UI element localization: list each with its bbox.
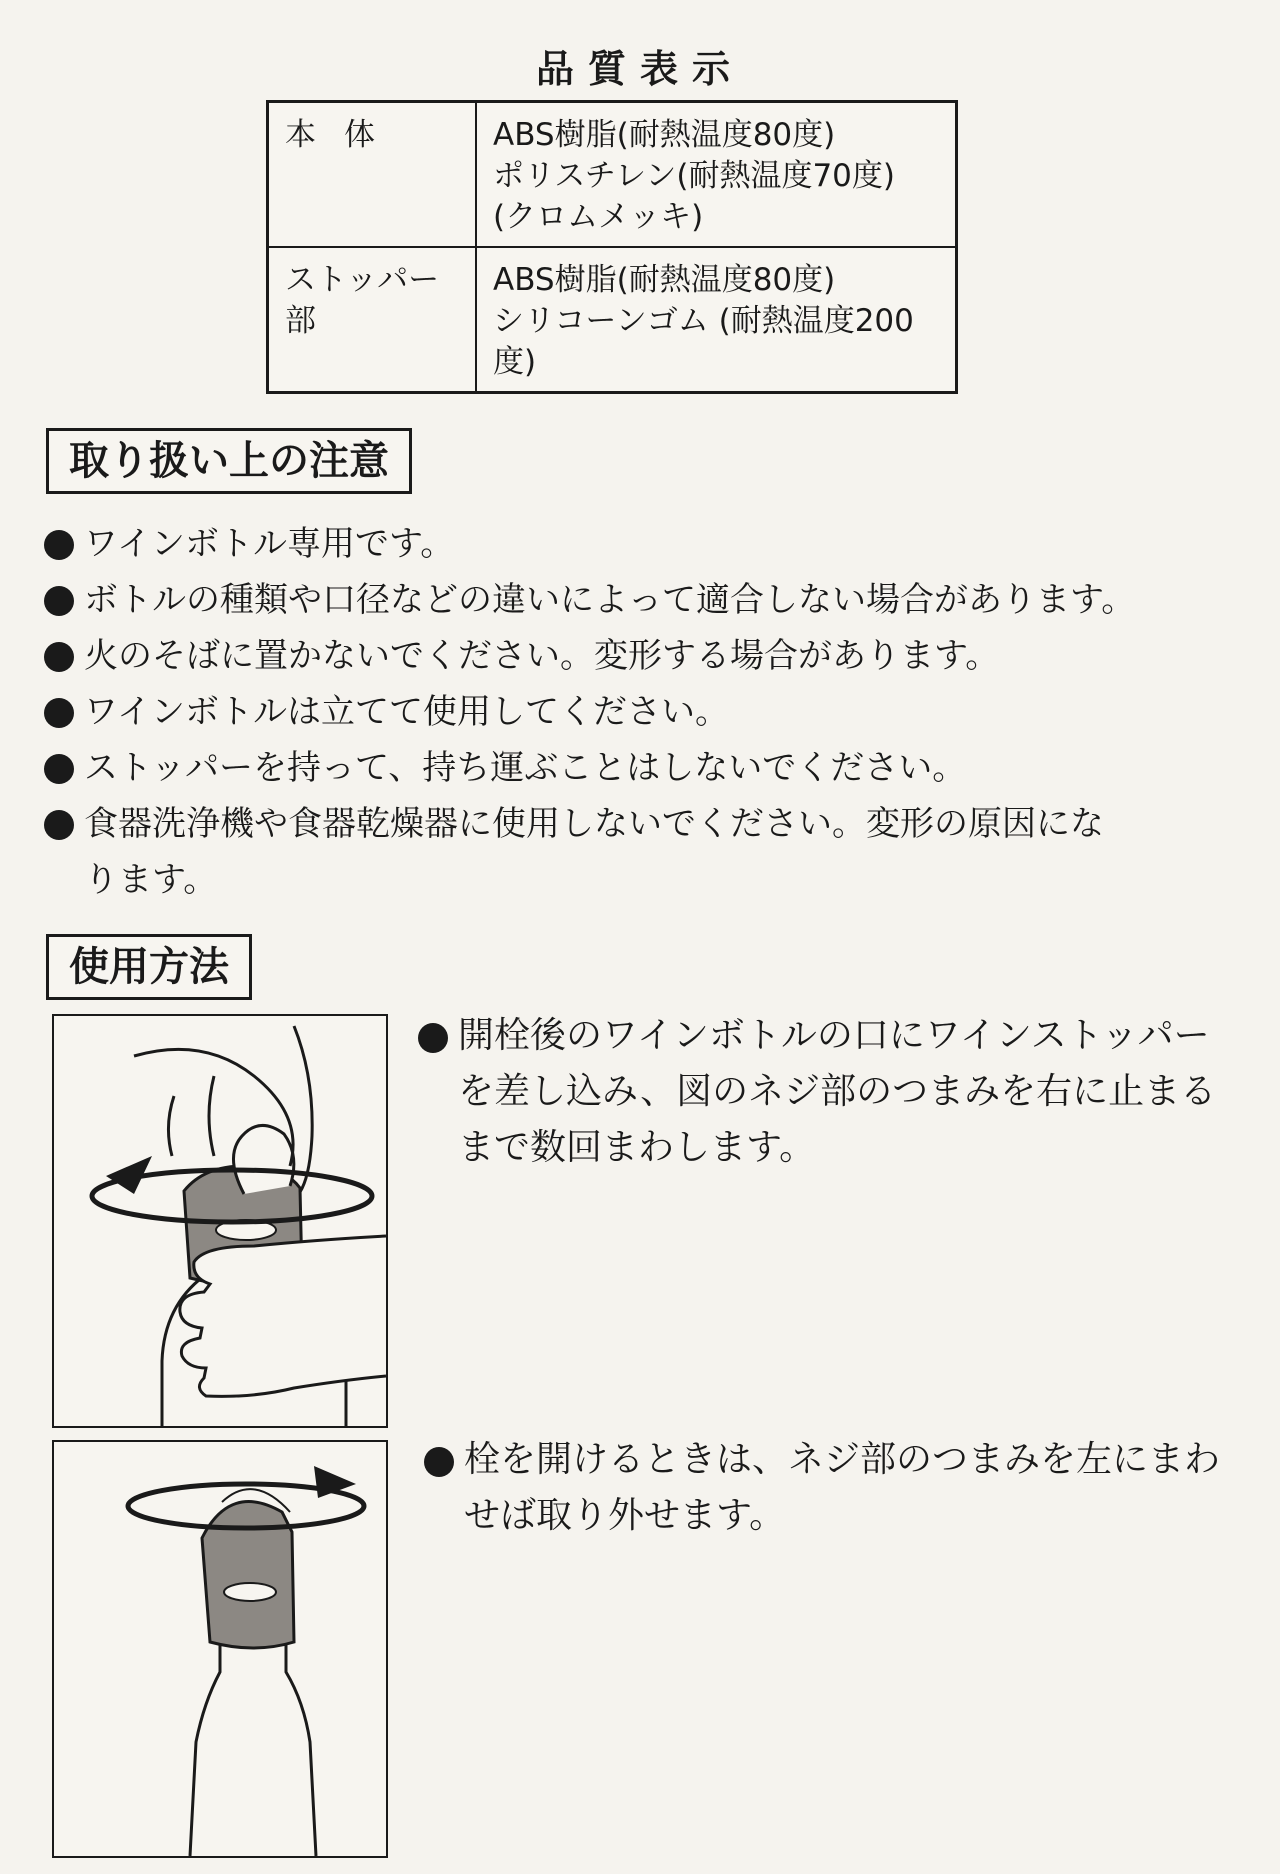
cautions-heading: 取り扱い上の注意 [46,428,412,494]
bullet-icon [44,698,74,728]
bullet-icon [44,642,74,672]
illustration-insert-stopper [52,1014,388,1428]
list-item: 火のそばに置かないでください。変形する場合があります。 [44,628,1264,684]
quality-material: (クロムメッキ) [493,199,704,235]
bullet-icon [44,530,74,560]
quality-material: シリコーンゴム (耐熱温度200度) [493,303,914,380]
quality-title: 品質表示 [535,47,744,91]
cautions-list [44,516,1264,908]
list-item: ストッパーを持って、持ち運ぶことはしないでください。 [44,740,1264,796]
bullet-icon [44,810,74,840]
list-item: ボトルの種類や口径などの違いによって適合しない場合があります。 [44,572,1264,628]
bullet-icon [44,586,74,616]
quality-row-body [268,102,957,248]
list-item: ワインボトル専用です。 [44,516,1264,572]
bullet-icon [418,1023,448,1053]
quality-material: ポリスチレン(耐熱温度70度) [493,158,895,194]
quality-table [266,100,958,394]
quality-row-stopper [268,247,957,393]
remove-stopper-drawing [54,1442,386,1856]
insert-stopper-drawing [54,1016,386,1426]
quality-material: ABS樹脂(耐熱温度80度) [493,117,836,153]
usage-heading: 使用方法 [46,934,252,1000]
stopper-body [202,1489,294,1648]
quality-label-stopper: ストッパー部 [285,262,440,339]
quality-label-body: 本体 [285,117,403,153]
list-item: ワインボトルは立てて使用してください。 [44,684,1264,740]
bullet-icon [44,754,74,784]
illustration-remove-stopper [52,1440,388,1858]
quality-material: ABS樹脂(耐熱温度80度) [493,262,836,298]
holding-hand [180,1236,386,1396]
usage-step-2: 栓を開けるときは、ネジ部のつまみを左にまわ せば取り外せます。 [424,1432,1280,1544]
bullet-icon [424,1447,454,1477]
list-item: 食器洗浄機や食器乾燥器に使用しないでください。変形の原因にな ります。 [44,796,1264,908]
usage-step-1: 開栓後のワインボトルの口にワインストッパー を差し込み、図のネジ部のつまみを右に止まる まで数回まわします。 [418,1008,1280,1176]
